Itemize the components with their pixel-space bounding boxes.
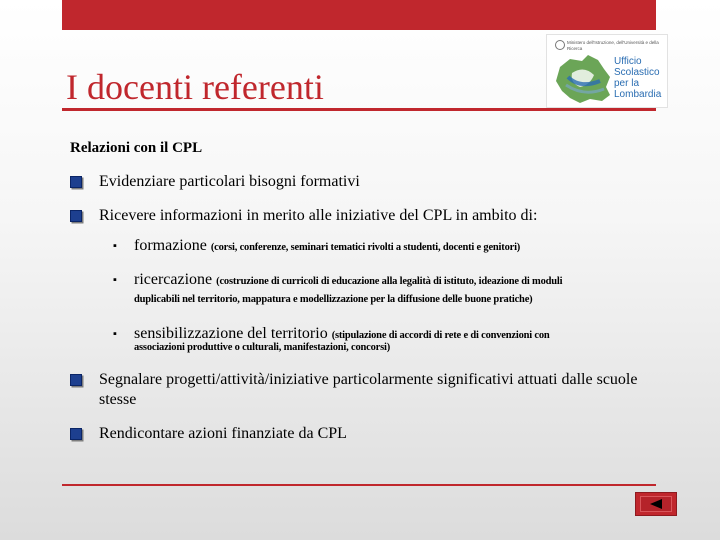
checkbox-square-icon — [70, 374, 82, 386]
section-heading: Relazioni con il CPL — [70, 140, 203, 156]
slide-title: I docenti referenti — [66, 67, 324, 107]
top-accent-bar — [62, 0, 656, 30]
ufficio-scolastico-logo — [546, 34, 668, 108]
list-item-text: Rendicontare azioni finanziate da CPL — [99, 425, 347, 442]
bottom-rule — [62, 484, 656, 486]
sub-item-main: formazione — [134, 237, 211, 254]
list-item-text: Evidenziare particolari bisogni formativi — [99, 173, 360, 190]
sub-item-main: ricercazione — [134, 271, 217, 288]
back-arrow-icon — [649, 499, 663, 509]
sub-item-detail-continued: associazioni produttive o culturali, manifestazioni, concorsi) — [134, 342, 391, 353]
square-bullet-icon: ▪ — [113, 240, 117, 252]
square-bullet-icon: ▪ — [113, 274, 117, 286]
sub-item-detail: (stipulazione di accordi di rete e di convenzioni con — [331, 330, 550, 341]
sub-item-detail: (costruzione di curricoli di educazione alla legalità di istituto, ideazione di moduli — [216, 276, 563, 287]
square-bullet-icon: ▪ — [113, 328, 117, 340]
list-item-text: Segnalare progetti/attività/iniziative particolarmente significativi attuati dalle scuole stesse — [99, 371, 638, 408]
sub-item-detail: (corsi, conferenze, seminari tematici rivolti a studenti, docenti e genitori) — [210, 242, 521, 253]
title-underline — [62, 108, 656, 111]
checkbox-square-icon — [70, 428, 82, 440]
sub-item-detail-continued: duplicabili nel territorio, mappatura e modellizzazione per la diffusione delle buone pratiche) — [134, 294, 533, 305]
list-item-text: Ricevere informazioni in merito alle iniziative del CPL in ambito di: — [99, 207, 538, 224]
republic-emblem-icon — [555, 40, 565, 50]
sub-item-main: sensibilizzazione del territorio — [134, 325, 332, 342]
lombardia-map-icon — [550, 51, 618, 107]
checkbox-square-icon — [70, 210, 82, 222]
back-nav-button[interactable] — [635, 492, 677, 516]
ministry-text: Ministero dell'Istruzione, dell'Università e della Ricerca — [567, 40, 659, 51]
checkbox-square-icon — [70, 176, 82, 188]
logo-text: Ufficio Scolastico per la Lombardia — [614, 56, 662, 100]
